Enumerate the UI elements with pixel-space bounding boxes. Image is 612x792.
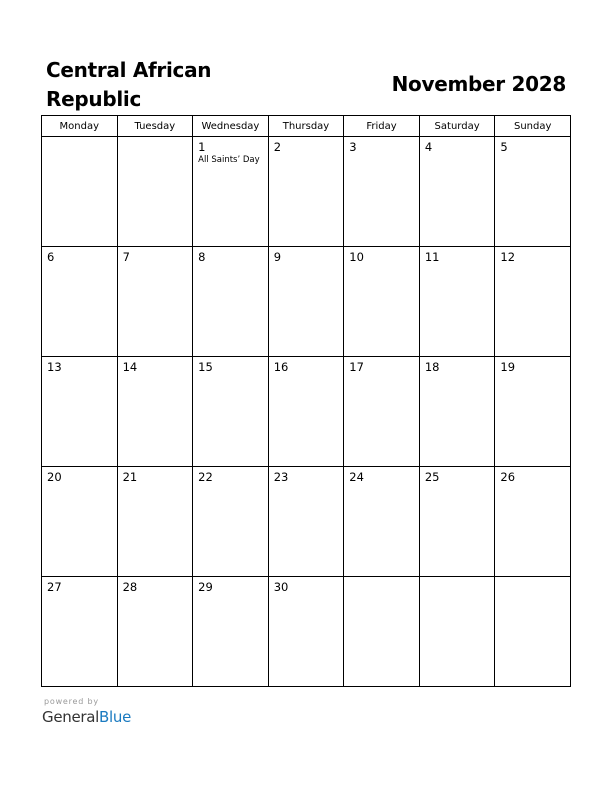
- day-number: 3: [349, 140, 357, 154]
- day-cell[interactable]: [419, 137, 495, 247]
- week-row: [42, 137, 571, 247]
- powered-by-label: powered by: [44, 697, 99, 706]
- day-number: 5: [500, 140, 508, 154]
- calendar-grid: [41, 115, 571, 687]
- weekday-header-row: [42, 116, 571, 137]
- weekday-thursday: Thursday: [268, 116, 344, 137]
- country-title: Central African Republic: [46, 58, 212, 111]
- day-number: 6: [47, 250, 55, 264]
- day-cell[interactable]: [193, 357, 269, 467]
- day-number: 13: [47, 360, 62, 374]
- day-number: 1: [198, 140, 206, 154]
- day-number: 25: [424, 470, 440, 484]
- week-row: [42, 357, 571, 467]
- day-number: 29: [198, 580, 213, 594]
- day-cell[interactable]: [419, 467, 495, 577]
- day-number: 16: [273, 360, 289, 374]
- day-number: 7: [122, 250, 130, 264]
- day-cell[interactable]: [344, 137, 420, 247]
- day-cell[interactable]: [268, 357, 344, 467]
- footer-branding: [42, 697, 131, 727]
- day-cell[interactable]: [344, 577, 420, 687]
- day-number: 18: [424, 360, 440, 374]
- day-cell[interactable]: [268, 137, 344, 247]
- weekday-monday: Monday: [42, 116, 118, 137]
- day-cell[interactable]: [419, 357, 495, 467]
- day-number: 11: [424, 250, 440, 264]
- day-number: 14: [122, 360, 138, 374]
- day-number: 15: [198, 360, 213, 374]
- day-number: 20: [47, 470, 62, 484]
- day-number: 22: [198, 470, 213, 484]
- weekday-tuesday: Tuesday: [117, 116, 193, 137]
- day-number: 17: [349, 360, 364, 374]
- week-row: [42, 247, 571, 357]
- day-number: 12: [500, 250, 516, 264]
- day-number: 23: [273, 470, 289, 484]
- day-cell[interactable]: [495, 467, 571, 577]
- day-cell[interactable]: [495, 577, 571, 687]
- weekday-wednesday: Wednesday: [193, 116, 269, 137]
- day-number: 24: [349, 470, 364, 484]
- day-cell[interactable]: [419, 247, 495, 357]
- day-number: 8: [198, 250, 206, 264]
- day-cell[interactable]: [117, 357, 193, 467]
- day-cell[interactable]: [344, 467, 420, 577]
- day-cell[interactable]: [117, 137, 193, 247]
- day-cell[interactable]: [117, 247, 193, 357]
- weekday-saturday: Saturday: [419, 116, 495, 137]
- brand-general-text: General: [42, 708, 100, 726]
- day-cell[interactable]: [42, 357, 118, 467]
- brand-blue-text: Blue: [99, 708, 132, 726]
- day-cell[interactable]: [42, 247, 118, 357]
- day-cell[interactable]: [193, 247, 269, 357]
- day-cell[interactable]: [344, 247, 420, 357]
- day-number: 10: [349, 250, 364, 264]
- day-number: 19: [500, 360, 516, 374]
- day-number: 2: [273, 140, 282, 154]
- day-cell[interactable]: [117, 467, 193, 577]
- generalblue-logo[interactable]: [42, 707, 131, 727]
- day-number: 9: [273, 250, 282, 264]
- weekday-friday: Friday: [344, 116, 420, 137]
- day-cell[interactable]: [193, 577, 269, 687]
- day-number: 21: [122, 470, 138, 484]
- day-number: 28: [122, 580, 138, 594]
- week-row: [42, 577, 571, 687]
- day-cell[interactable]: [344, 357, 420, 467]
- day-cell[interactable]: [495, 247, 571, 357]
- month-title: November 2028: [391, 72, 566, 96]
- day-cell[interactable]: [193, 467, 269, 577]
- day-number: 27: [47, 580, 62, 594]
- day-cell[interactable]: [268, 577, 344, 687]
- weekday-sunday: Sunday: [495, 116, 571, 137]
- day-number: 30: [273, 580, 289, 594]
- day-cell[interactable]: [42, 467, 118, 577]
- day-cell[interactable]: [268, 467, 344, 577]
- day-cell[interactable]: [42, 137, 118, 247]
- day-cell[interactable]: [117, 577, 193, 687]
- day-cell[interactable]: [419, 577, 495, 687]
- holiday-label: All Saints’ Day: [198, 155, 260, 165]
- day-cell[interactable]: [495, 357, 571, 467]
- day-cell[interactable]: [193, 137, 269, 247]
- day-number: 26: [500, 470, 516, 484]
- week-row: [42, 467, 571, 577]
- day-cell[interactable]: [42, 577, 118, 687]
- day-cell[interactable]: [495, 137, 571, 247]
- day-cell[interactable]: [268, 247, 344, 357]
- day-number: 4: [424, 140, 433, 154]
